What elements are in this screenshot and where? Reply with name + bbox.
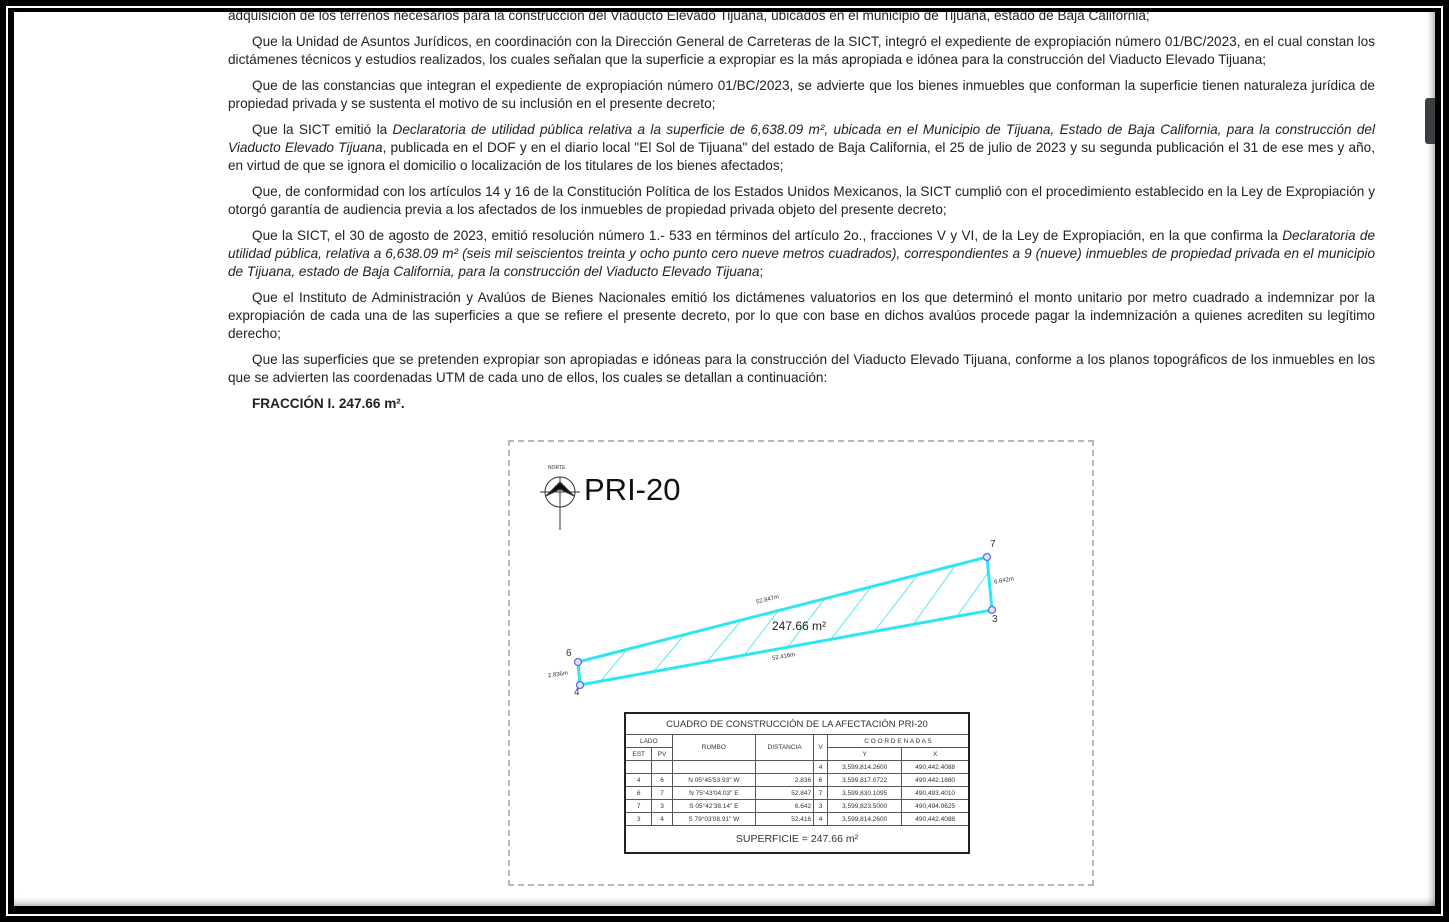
paragraph bbox=[228, 227, 1375, 281]
table-cell: 6 bbox=[625, 787, 652, 800]
table-row bbox=[625, 761, 969, 774]
document-page bbox=[14, 12, 1435, 906]
superficie-total: SUPERFICIE = 247.66 m² bbox=[625, 826, 969, 854]
edge-label: 6.642m bbox=[993, 576, 1015, 586]
plan-figure bbox=[508, 440, 1094, 886]
header-v: V bbox=[814, 735, 828, 761]
paragraph-text: Que de las constancias que integran el expediente de expropiación número 01/BC/2023, se advierte que los bienes inmuebles que conforman la superficie tienen naturaleza jurídica de propiedad privada y se sustenta el motivo de su inclusión en el presente decreto; bbox=[228, 78, 1375, 111]
table-caption: CUADRO DE CONSTRUCCIÓN DE LA AFECTACIÓN PRI-20 bbox=[625, 713, 969, 735]
table-cell: 52.847 bbox=[756, 787, 814, 800]
header-rumbo: RUMBO bbox=[672, 735, 755, 761]
paragraph bbox=[228, 351, 1375, 387]
table-cell: S 79°03'08.91" W bbox=[672, 813, 755, 826]
paragraph bbox=[228, 33, 1375, 69]
table-cell: 490,494.0625 bbox=[902, 800, 969, 813]
table-row bbox=[625, 800, 969, 813]
table-cell: 4 bbox=[814, 813, 828, 826]
vertex-7 bbox=[984, 554, 991, 561]
north-label: NORTE bbox=[548, 465, 566, 471]
table-row bbox=[625, 813, 969, 826]
point-label: 3 bbox=[992, 614, 998, 625]
table-cell: 490,442.4088 bbox=[902, 813, 969, 826]
vertex-3 bbox=[989, 607, 996, 614]
table-cell: 490,442.4088 bbox=[902, 761, 969, 774]
header-x: X bbox=[902, 748, 969, 761]
header-y: Y bbox=[827, 748, 901, 761]
table-cell: 3,599,814.2600 bbox=[827, 761, 901, 774]
edge-label: 52.416m bbox=[771, 652, 796, 662]
table-cell bbox=[672, 761, 755, 774]
paragraph-text: Que la SICT emitió la bbox=[252, 122, 393, 137]
edge-label: 52.847m bbox=[755, 594, 780, 606]
table-cell: 4 bbox=[652, 813, 672, 826]
table-cell: 6 bbox=[652, 774, 672, 787]
paragraph-italic-text: Declaratoria de utilidad pública relativa a la superficie de 6,638.09 m², ubicada en el Municipio de Tijuana, Estado de Baja California, para la construcción del Viaducto Elevado Tijuana bbox=[228, 122, 1376, 155]
table-row bbox=[625, 787, 969, 800]
paragraph-text: adquisición de los terrenos necesarios para la construcción del Viaducto Elevado Tijuana, ubicados en el municipio de Tijuana, estado de Baja California; bbox=[228, 12, 1150, 23]
paragraph bbox=[228, 77, 1375, 113]
table-cell: N 05°45'53.93" W bbox=[672, 774, 755, 787]
paragraph bbox=[228, 12, 1375, 25]
table-cell: 3,599,814.2600 bbox=[827, 813, 901, 826]
hatch-pattern bbox=[547, 532, 1055, 742]
table-cell: 6.642 bbox=[756, 800, 814, 813]
table-cell: 4 bbox=[814, 761, 828, 774]
paragraph bbox=[228, 121, 1375, 175]
point-label: 4 bbox=[574, 687, 580, 698]
header-lado: LADO bbox=[625, 735, 672, 748]
paragraph bbox=[228, 183, 1375, 219]
paragraph-text: Que la Unidad de Asuntos Jurídicos, en coordinación con la Dirección General de Carreteras de la SICT, integró el expediente de expropiación número 01/BC/2023, en el cual constan los dictámenes técnicos y estudios realizados, los cuales señalan que la superficie a expropiar es la más apropiada e idónea para la construcción del Viaducto Elevado Tijuana; bbox=[228, 34, 1375, 67]
table-cell: 3 bbox=[625, 813, 652, 826]
table-cell bbox=[652, 761, 672, 774]
header-distancia: DISTANCIA bbox=[756, 735, 814, 761]
table-cell: S 05°42'38.14" E bbox=[672, 800, 755, 813]
table-cell: 3,599,817.0722 bbox=[827, 774, 901, 787]
table-cell: 3 bbox=[652, 800, 672, 813]
paragraph-text: Que la SICT, el 30 de agosto de 2023, emitió resolución número 1.- 533 en términos del artículo 2o., fracciones V y VI, de la Ley de Expropiación, en la que confirma la bbox=[252, 228, 1283, 243]
plan-title: PRI-20 bbox=[584, 472, 681, 507]
north-arrow-icon bbox=[540, 477, 580, 530]
paragraph-text: Que las superficies que se pretenden expropiar son apropiadas e idóneas para la construcción del Viaducto Elevado Tijuana, conforme a los planos topográficos de los inmuebles en los que se advierten las coordenadas UTM de cada uno de ellos, los cuales se detallan a continuación: bbox=[228, 352, 1375, 385]
table-cell: 4 bbox=[625, 774, 652, 787]
table-cell: 3 bbox=[814, 800, 828, 813]
paragraph-text: Que, de conformidad con los artículos 14 y 16 de la Constitución Política de los Estados Unidos Mexicanos, la SICT cumplió con el procedimiento establecido en la Ley de Expropiación y otorgó garantía de audiencia previa a los afectados de los inmuebles de propiedad privada objeto del presente decreto; bbox=[228, 184, 1375, 217]
table-cell: 3,599,823.5000 bbox=[827, 800, 901, 813]
header-est: EST bbox=[625, 748, 652, 761]
paragraph-italic-text: Declaratoria de utilidad pública, relativa a 6,638.09 m² (seis mil seiscientos treinta y ocho punto cero nueve metros cuadrados), correspondientes a 9 (nueve) inmuebles de propiedad privada en el municipio de Tijuana, estado de Baja California, para la construcción del Viaducto Elevado Tijuana bbox=[228, 228, 1375, 279]
table-cell: 3,599,830.1095 bbox=[827, 787, 901, 800]
table-cell: 7 bbox=[625, 800, 652, 813]
document-body bbox=[228, 12, 1375, 423]
paragraph-text: Que el Instituto de Administración y Avalúos de Bienes Nacionales emitió los dictámenes valuatorios en los que determinó el monto unitario por metro cuadrado a indemnizar por la expropiación de cada una de las superficies a que se refiere el presente decreto, por lo que con base en dichos avalúos procede pagar la indemnización a quienes acrediten su legítimo derecho; bbox=[228, 290, 1375, 341]
table-cell bbox=[756, 761, 814, 774]
edge-label: 2.836m bbox=[547, 670, 569, 680]
point-label: 7 bbox=[990, 539, 996, 550]
point-label: 6 bbox=[566, 648, 572, 659]
table-cell: 2.836 bbox=[756, 774, 814, 787]
table-cell bbox=[625, 761, 652, 774]
table-cell: 490,493.4010 bbox=[902, 787, 969, 800]
section-heading: FRACCIÓN I. 247.66 m². bbox=[252, 396, 405, 411]
header-coordenadas: C O O R D E N A D A S bbox=[827, 735, 969, 748]
table-cell: 490,442.1880 bbox=[902, 774, 969, 787]
table-cell: N 75°43'04.03" E bbox=[672, 787, 755, 800]
table-cell: 6 bbox=[814, 774, 828, 787]
construction-table bbox=[624, 712, 970, 854]
paragraph bbox=[228, 289, 1375, 343]
table-cell: 7 bbox=[814, 787, 828, 800]
table-cell: 7 bbox=[652, 787, 672, 800]
vertex-6 bbox=[575, 659, 582, 666]
paragraph-text: ; bbox=[759, 264, 764, 279]
vertical-scrollbar-thumb[interactable] bbox=[1425, 98, 1435, 144]
header-pv: PV bbox=[652, 748, 672, 761]
area-label: 247.66 m² bbox=[772, 619, 827, 633]
table-row bbox=[625, 774, 969, 787]
paragraph-text: , publicada en el DOF y en el diario local "El Sol de Tijuana" del estado de Baja California, el 25 de julio de 2023 y su segunda publicación el 31 de ese mes y año, en virtud de que se ignora el domicilio o localización de los titulares de los bienes afectados; bbox=[228, 140, 1375, 173]
table-cell: 52.416 bbox=[756, 813, 814, 826]
